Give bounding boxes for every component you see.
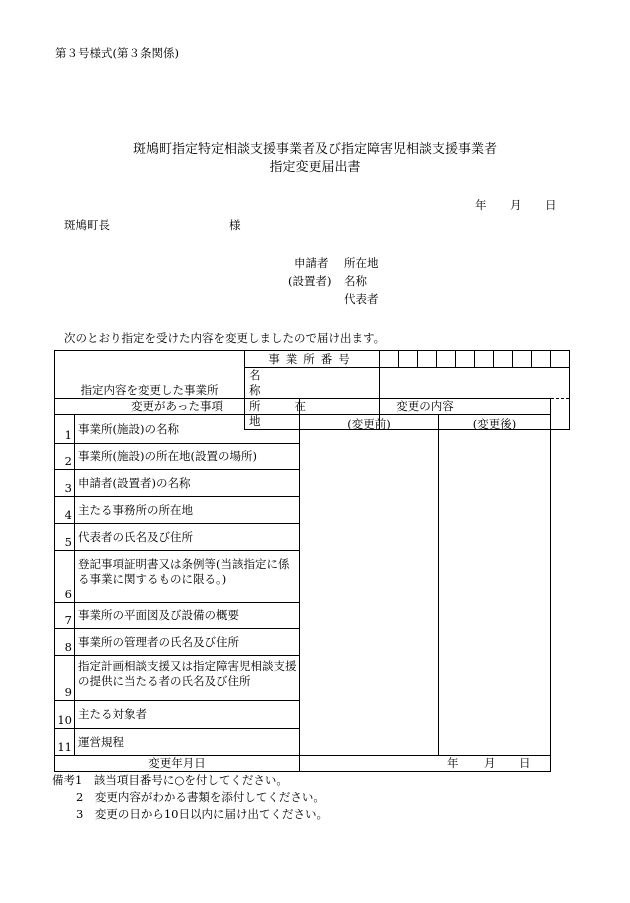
office-number-digit[interactable] <box>532 351 551 368</box>
office-number-digit[interactable] <box>475 351 494 368</box>
office-number-digit[interactable] <box>380 351 399 368</box>
date-year-label: 年 <box>475 198 487 212</box>
honorific: 様 <box>229 218 241 232</box>
change-date-label: 変更年月日 <box>55 756 300 772</box>
changes-table <box>54 398 551 772</box>
item-number[interactable]: 10 <box>55 701 75 729</box>
item-text: 事業所の平面図及び設備の概要 <box>75 603 300 629</box>
item-number[interactable]: 8 <box>55 629 75 656</box>
date-month-label: 月 <box>510 198 522 212</box>
office-address-label: 所在地 <box>245 399 380 430</box>
change-date-field[interactable] <box>300 756 551 772</box>
office-number-digit[interactable] <box>456 351 475 368</box>
item-number[interactable]: 6 <box>55 551 75 603</box>
item-text: 事業所(施設)の名称 <box>75 415 300 444</box>
item-number[interactable]: 7 <box>55 603 75 629</box>
item-text: 事業所の管理者の氏名及び住所 <box>75 629 300 656</box>
item-number[interactable]: 2 <box>55 444 75 470</box>
document-subtitle: 指定変更届出書 <box>269 160 361 175</box>
item-number[interactable]: 4 <box>55 497 75 524</box>
applicant-label: 申請者 <box>294 256 329 270</box>
office-name-label: 名称 <box>245 368 380 399</box>
item-text: 指定計画相談支援又は指定障害児相談支援の提供に当たる者の氏名及び住所 <box>75 656 300 701</box>
office-number-label: 事業所番号 <box>245 351 380 368</box>
changed-items-header: 変更があった事項 <box>55 399 300 415</box>
note-1: 備考1 該当項目番号に○を付してください。 <box>52 773 288 787</box>
office-number-digit[interactable] <box>399 351 418 368</box>
changes-header: 変更の内容 <box>300 399 551 415</box>
after-change-field[interactable] <box>439 415 551 756</box>
applicant-rep-label: 代表者 <box>344 292 379 306</box>
applicant-address-label: 所在地 <box>344 256 379 270</box>
note-3: 3 変更の日から10日以内に届け出てください。 <box>76 807 328 821</box>
item-text: 主たる対象者 <box>75 701 300 729</box>
item-text: 事業所(施設)の所在地(設置の場所) <box>75 444 300 470</box>
item-text: 申請者(設置者)の名称 <box>75 470 300 497</box>
intro-text: 次のとおり指定を受けた内容を変更しましたので届け出ます。 <box>64 331 386 345</box>
item-number[interactable]: 9 <box>55 656 75 701</box>
office-number-digit[interactable] <box>418 351 437 368</box>
office-number-digit[interactable] <box>513 351 532 368</box>
office-changed-label: 指定内容を変更した事業所 <box>55 351 245 430</box>
item-text: 主たる事務所の所在地 <box>75 497 300 524</box>
after-label: (変更後) <box>472 417 517 431</box>
applicant-name-label: 名称 <box>344 274 367 288</box>
item-number[interactable]: 5 <box>55 524 75 551</box>
addressee: 斑鳩町長 <box>64 218 110 232</box>
date-day-label: 日 <box>545 198 557 212</box>
before-label: (変更前) <box>347 417 391 431</box>
document-title: 斑鳩町指定特定相談支援事業者及び指定障害児相談支援事業者 <box>132 142 497 157</box>
office-number-digit[interactable] <box>551 351 570 368</box>
item-text: 代表者の氏名及び住所 <box>75 524 300 551</box>
item-number[interactable]: 1 <box>55 415 75 444</box>
office-name-field[interactable] <box>380 368 570 399</box>
item-number[interactable]: 11 <box>55 729 75 756</box>
note-2: 2 変更内容がわかる書類を添付してください。 <box>76 790 325 804</box>
applicant-sub-label: (設置者) <box>288 274 332 288</box>
change-month-label: 月 <box>484 756 496 770</box>
office-number-digit[interactable] <box>437 351 456 368</box>
before-change-field[interactable] <box>300 415 439 756</box>
item-number[interactable]: 3 <box>55 470 75 497</box>
change-day-label: 日 <box>519 756 531 770</box>
item-text: 運営規程 <box>75 729 300 756</box>
change-year-label: 年 <box>447 756 459 770</box>
item-text: 登記事項証明書又は条例等(当該指定に係る事業に関するものに限る。) <box>75 551 300 603</box>
office-number-digit[interactable] <box>494 351 513 368</box>
form-number: 第３号様式(第３条関係) <box>55 46 179 60</box>
